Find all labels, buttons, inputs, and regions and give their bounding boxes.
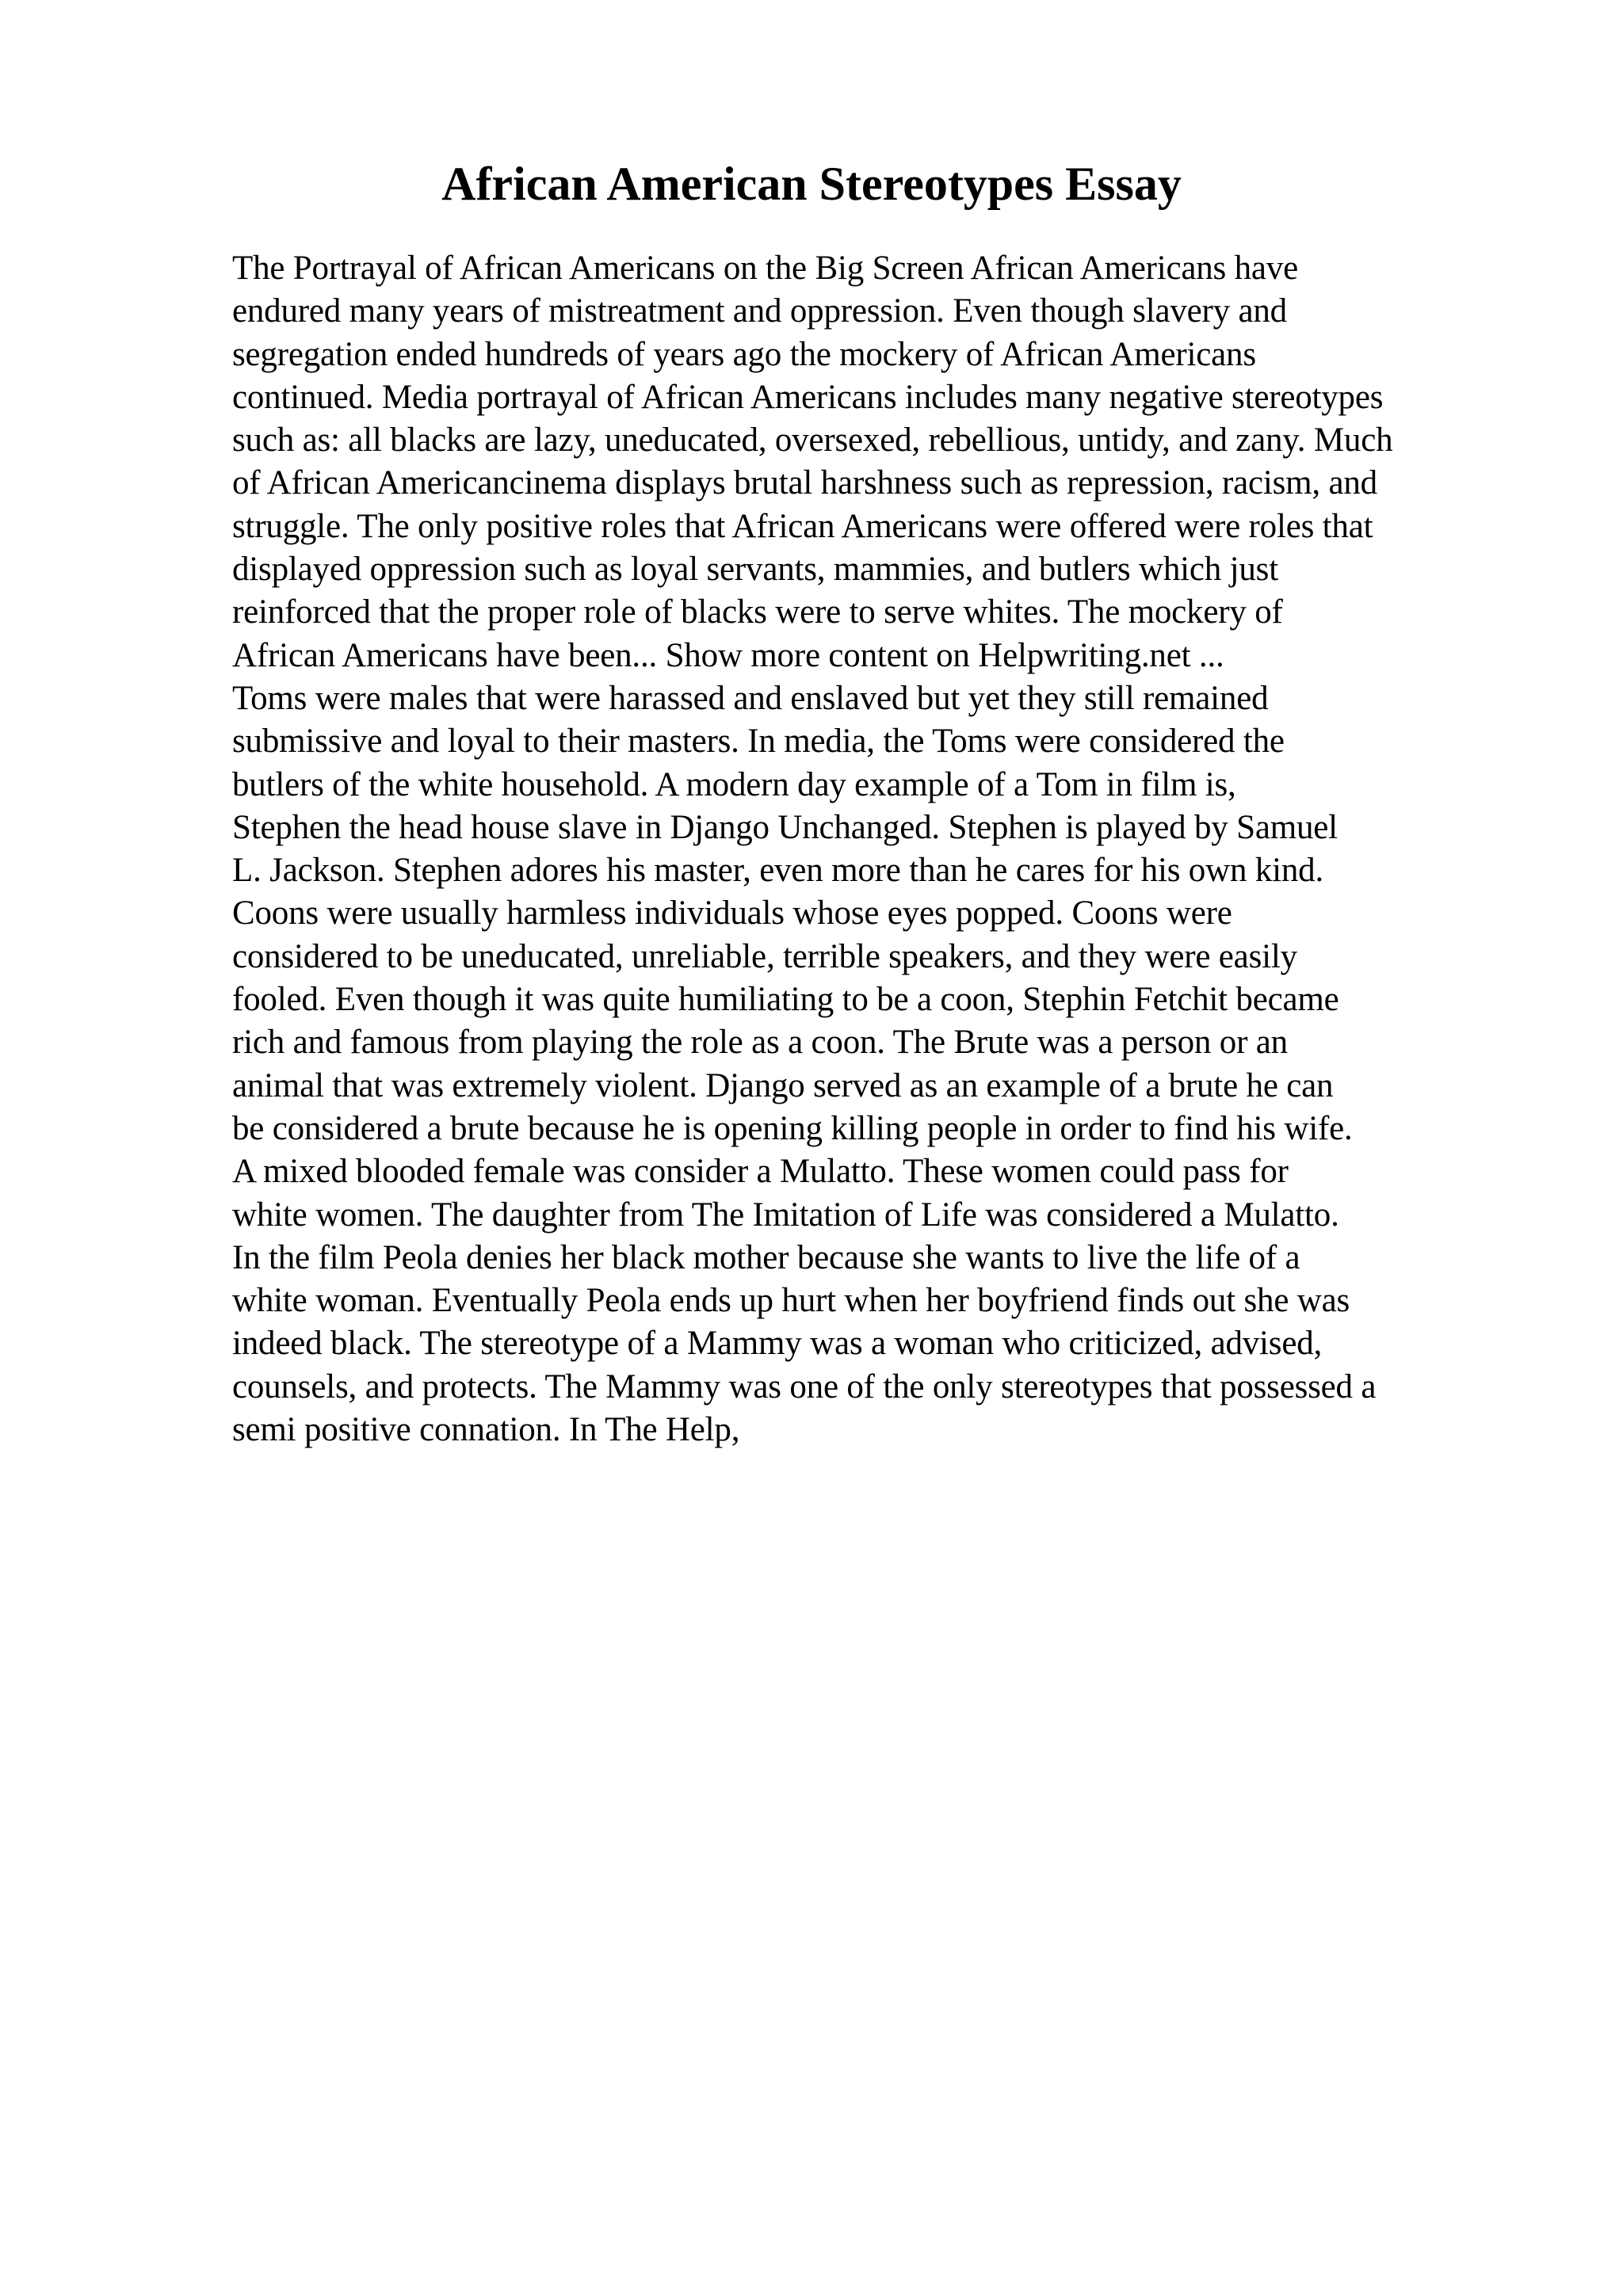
body-line: struggle. The only positive roles that African Americans were offered were roles that: [232, 507, 1373, 545]
body-line: considered to be uneducated, unreliable, terrible speakers, and they were easily: [232, 937, 1297, 975]
body-line-more: [232, 635, 1595, 677]
body-line: animal that was extremely violent. Django served as an example of a brute he can: [232, 1066, 1334, 1104]
body-line: Toms were males that were harassed and enslaved but yet they still remained: [232, 679, 1269, 717]
body-line: segregation ended hundreds of years ago the mockery of African Americans: [232, 335, 1256, 373]
body-line: endured many years of mistreatment and oppression. Even though slavery and: [232, 292, 1287, 330]
show-more-link[interactable]: ... Show more content on Helpwriting.net ...: [632, 636, 1224, 674]
body-line: submissive and loyal to their masters. In media, the Toms were considered the: [232, 723, 1285, 761]
more-line-prefix: African Americans have been: [232, 636, 632, 674]
body-line: semi positive connation. In The Help,: [232, 1411, 740, 1449]
body-line: In the film Peola denies her black mother because she wants to live the life of a: [232, 1238, 1300, 1276]
document-title: African American Stereotypes Essay: [441, 158, 1182, 210]
body-line: butlers of the white household. A modern day example of a Tom in film is,: [232, 765, 1236, 803]
body-line: white women. The daughter from The Imitation of Life was considered a Mulatto.: [232, 1196, 1339, 1234]
body-line: reinforced that the proper role of blacks were to serve whites. The mockery of: [232, 593, 1283, 631]
body-line: The Portrayal of African Americans on the Big Screen African Americans have: [232, 250, 1299, 287]
body-line: such as: all blacks are lazy, uneducated, oversexed, rebellious, untidy, and zany. Much: [232, 421, 1393, 460]
body-line: Stephen the head house slave in Django Unchanged. Stephen is played by Samuel: [232, 808, 1338, 846]
body-line: of African Americancinema displays brutal harshness such as repression, racism, and: [232, 464, 1377, 502]
body-line: Coons were usually harmless individuals whose eyes popped. Coons were: [232, 894, 1232, 933]
body-line: A mixed blooded female was consider a Mulatto. These women could pass for: [232, 1153, 1289, 1191]
body-line: be considered a brute because he is opening killing people in order to find his wife.: [232, 1109, 1353, 1147]
body-line: L. Jackson. Stephen adores his master, even more than he cares for his own kind.: [232, 852, 1324, 890]
document-body: [232, 247, 1595, 1451]
body-line: displayed oppression such as loyal servants, mammies, and butlers which just: [232, 551, 1278, 589]
body-line: rich and famous from playing the role as a coon. The Brute was a person or an: [232, 1024, 1288, 1062]
body-line: counsels, and protects. The Mammy was one of the only stereotypes that possessed a: [232, 1367, 1377, 1405]
body-line: indeed black. The stereotype of a Mammy was a woman who criticized, advised,: [232, 1325, 1323, 1363]
body-line: fooled. Even though it was quite humiliating to be a coon, Stephin Fetchit became: [232, 981, 1339, 1019]
body-line: continued. Media portrayal of African Americans includes many negative stereotypes: [232, 378, 1384, 416]
body-line: white woman. Eventually Peola ends up hurt when her boyfriend finds out she was: [232, 1282, 1350, 1320]
